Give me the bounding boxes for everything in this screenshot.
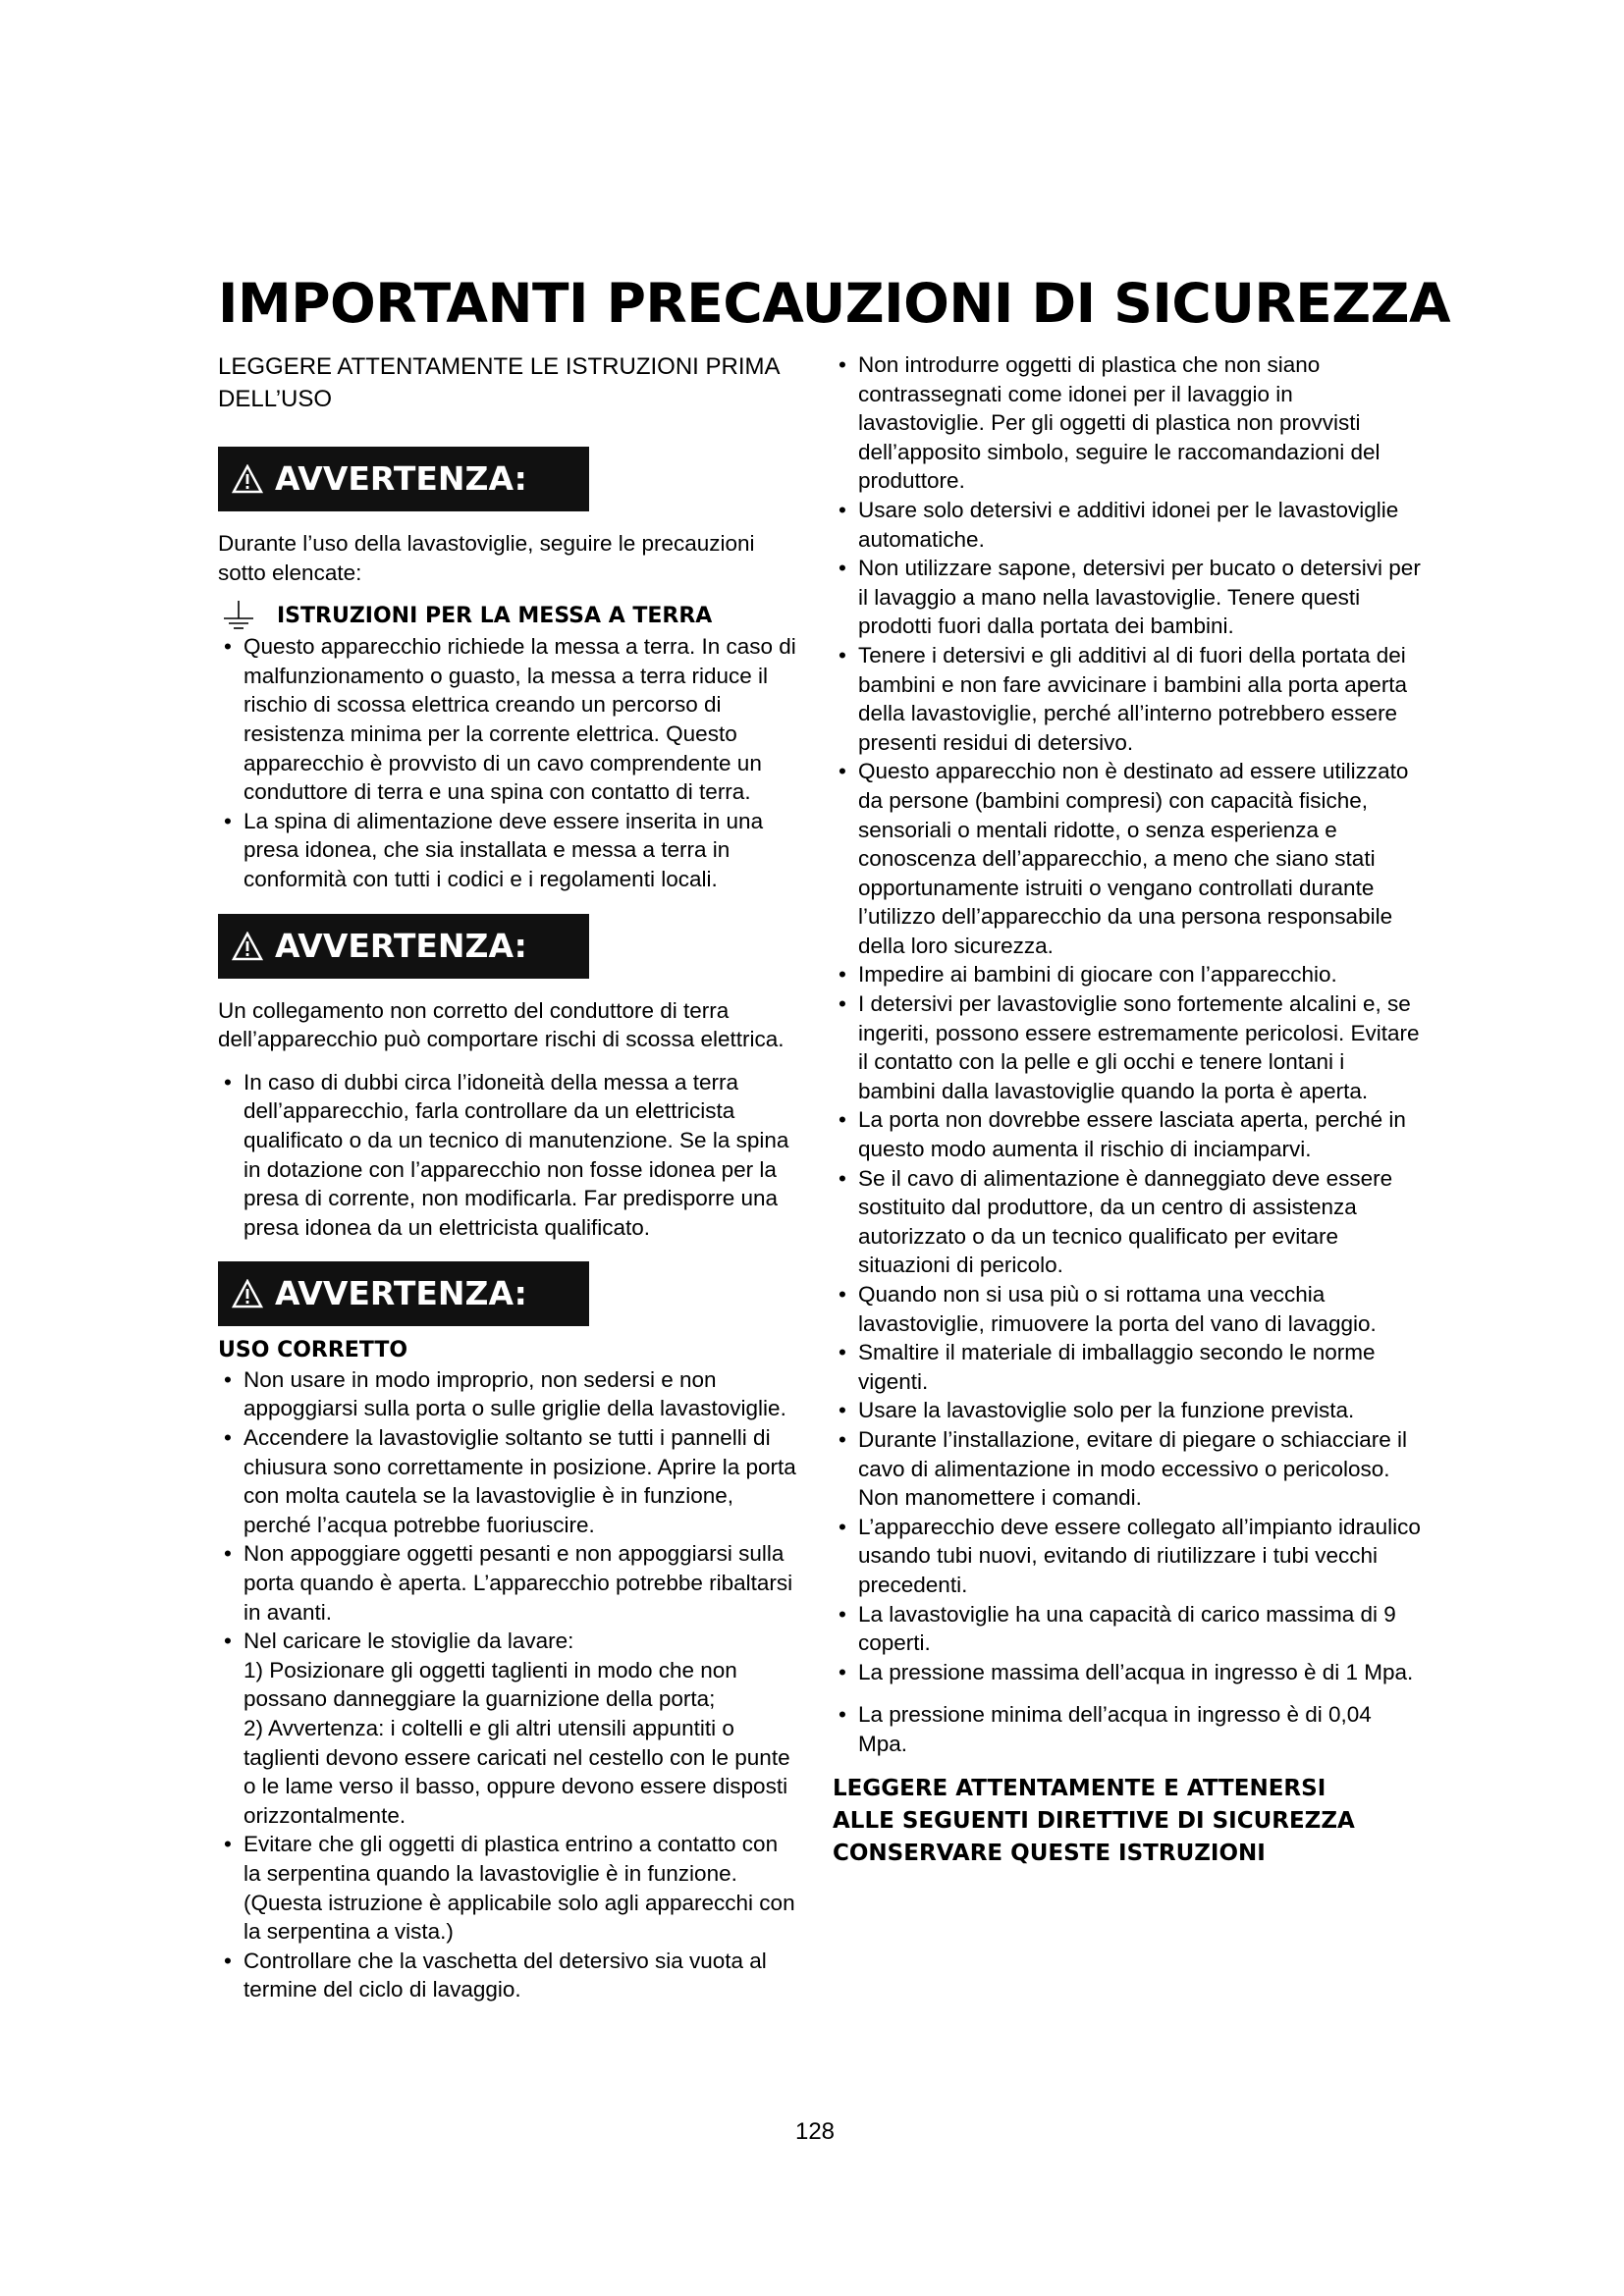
left-column: [218, 350, 797, 2004]
final-line: LEGGERE ATTENTAMENTE E ATTENERSI: [833, 1775, 1326, 1801]
list-item: • Controllare che la vaschetta del detersivo sia vuota al termine del ciclo di lavaggio.: [218, 1947, 797, 2004]
list-item: • Smaltire il materiale di imballaggio secondo le norme vigenti.: [833, 1338, 1422, 1396]
final-notice: [833, 1773, 1422, 1870]
list-item: • Questo apparecchio non è destinato ad essere utilizzato da persone (bambini compresi) con capacità fisiche, sensoriali o mentali ridotte, o senza esperienza e conoscenza dell’apparecchio, a meno che siano stati opportunamente istruiti o vengano controllati durante l’utilizzo dell’apparecchio da una persona responsabile della loro sicurezza.: [833, 757, 1422, 960]
warning-banner: [218, 447, 589, 511]
right-column: [833, 350, 1422, 1870]
list-item: • Tenere i detersivi e gli additivi al di fuori della portata dei bambini e non fare avvicinare i bambini alla porta aperta della lavastoviglie, perché all’interno potrebbero essere presenti residui di detersivo.: [833, 641, 1422, 757]
page-title: IMPORTANTI PRECAUZIONI DI SICUREZZA: [218, 272, 1451, 335]
list-item: • Quando non si usa più o si rottama una vecchia lavastoviglie, rimuovere la porta del vano di lavaggio.: [833, 1280, 1422, 1338]
list-item: • Usare la lavastoviglie solo per la funzione prevista.: [833, 1396, 1422, 1425]
ground-symbol-icon: [218, 601, 259, 632]
list-item: • La pressione massima dell’acqua in ingresso è di 1 Mpa.: [833, 1658, 1422, 1687]
loading-sub-item: 1) Posizionare gli oggetti taglienti in modo che non possano danneggiare la guarnizione della porta;: [244, 1657, 737, 1712]
loading-sub-item: 2) Avvertenza: i coltelli e gli altri utensili appuntiti o taglienti devono essere caricati nel cestello con le punte o le lame verso il basso, oppure devono essere disposti orizzontalmente.: [244, 1716, 790, 1828]
list-item: • Non appoggiare oggetti pesanti e non appoggiarsi sulla porta quando è aperta. L’apparecchio potrebbe ribaltarsi in avanti.: [218, 1539, 797, 1627]
uso-list: [218, 1365, 797, 2004]
warning-1-text: Durante l’uso della lavastoviglie, seguire le precauzioni sotto elencate:: [218, 531, 755, 585]
intro-text: LEGGERE ATTENTAMENTE LE ISTRUZIONI PRIMA DELL’USO: [218, 353, 780, 412]
list-item: [218, 1627, 797, 1830]
warning-triangle-icon: [232, 1279, 263, 1308]
grounding-heading-text: ISTRUZIONI PER LA MESSA A TERRA: [277, 604, 713, 629]
list-item: • Impedire ai bambini di giocare con l’apparecchio.: [833, 960, 1422, 989]
final-line: CONSERVARE QUESTE ISTRUZIONI: [833, 1840, 1266, 1866]
list-item: • In caso di dubbi circa l’idoneità della messa a terra dell’apparecchio, farla controllare da un elettricista qualificato o da un tecnico di manutenzione. Se la spina in dotazione con l’apparecchio non fosse idonea per la presa di corrente, non modificarla. Far predisporre una presa idonea da un elettricista qualificato.: [218, 1068, 797, 1243]
list-item: • La spina di alimentazione deve essere inserita in una presa idonea, che sia installata e messa a terra in conformità con tutti i codici e i regolamenti locali.: [218, 807, 797, 894]
warning-2-text: Un collegamento non corretto del conduttore di terra dell’apparecchio può comportare rischi di scossa elettrica.: [218, 997, 785, 1052]
final-line: ALLE SEGUENTI DIRETTIVE DI SICUREZZA: [833, 1807, 1355, 1834]
warning-triangle-icon: [232, 932, 263, 961]
list-item: • La pressione minima dell’acqua in ingresso è di 0,04 Mpa.: [833, 1700, 1422, 1758]
list-item: • La lavastoviglie ha una capacità di carico massima di 9 coperti.: [833, 1600, 1422, 1658]
list-item: • La porta non dovrebbe essere lasciata aperta, perché in questo modo aumenta il rischio di inciamparvi.: [833, 1105, 1422, 1163]
list-item: • Non utilizzare sapone, detersivi per bucato o detersivi per il lavaggio a mano nella lavastoviglie. Tenere questi prodotti fuori dalla portata dei bambini.: [833, 554, 1422, 641]
list-item: • Se il cavo di alimentazione è danneggiato deve essere sostituito dal produttore, da un centro di assistenza autorizzato o da un tecnico qualificato per evitare situazioni di pericolo.: [833, 1164, 1422, 1280]
warning-triangle-icon: [232, 464, 263, 494]
loading-text: Nel caricare le stoviglie da lavare:: [244, 1629, 574, 1654]
warning-banner: [218, 1261, 589, 1326]
list-item: • I detersivi per lavastoviglie sono fortemente alcalini e, se ingeriti, possono essere estremamente pericolosi. Evitare il contatto con la pelle e gli occhi e tenere lontani i bambini dalla lavastoviglie quando la porta è aperta.: [833, 989, 1422, 1105]
list-item: • Non introdurre oggetti di plastica che non siano contrassegnati come idonei per il lavaggio in lavastoviglie. Per gli oggetti di plastica non provvisti dell’apposito simbolo, seguire le raccomandazioni del produttore.: [833, 350, 1422, 496]
warning-2-list: [218, 1068, 797, 1243]
warning-banner: [218, 914, 589, 979]
list-item: • Usare solo detersivi e additivi idonei per le lavastoviglie automatiche.: [833, 496, 1422, 554]
list-item: • Evitare che gli oggetti di plastica entrino a contatto con la serpentina quando la lavastoviglie è in funzione. (Questa istruzione è applicabile solo agli apparecchi con la serpentina a vista.): [218, 1830, 797, 1946]
grounding-list: [218, 632, 797, 893]
grounding-heading: [218, 601, 797, 632]
uso-heading: USO CORRETTO: [218, 1338, 408, 1363]
warning-label: AVVERTENZA:: [275, 459, 527, 499]
warning-label: AVVERTENZA:: [275, 1274, 527, 1313]
page-number: 128: [794, 2118, 836, 2145]
list-item: • Durante l’installazione, evitare di piegare o schiacciare il cavo di alimentazione in modo eccessivo o pericoloso. Non manomettere i comandi.: [833, 1425, 1422, 1513]
list-item: • Non usare in modo improprio, non sedersi e non appoggiarsi sulla porta o sulle griglie della lavastoviglie.: [218, 1365, 797, 1423]
warning-label: AVVERTENZA:: [275, 926, 527, 965]
list-item: • Accendere la lavastoviglie soltanto se tutti i pannelli di chiusura sono correttamente in posizione. Aprire la porta con molta cautela se la lavastoviglie è in funzione, perché l’acqua potrebbe fuoriuscire.: [218, 1423, 797, 1539]
list-item: • Questo apparecchio richiede la messa a terra. In caso di malfunzionamento o guasto, la messa a terra riduce il rischio di scossa elettrica creando un percorso di resistenza minima per la corrente elettrica. Questo apparecchio è provvisto di un cavo comprendente un conduttore di terra e una spina con contatto di terra.: [218, 632, 797, 807]
right-list: [833, 350, 1422, 1759]
list-item: • L’apparecchio deve essere collegato all’impianto idraulico usando tubi nuovi, evitando di riutilizzare i tubi vecchi precedenti.: [833, 1513, 1422, 1600]
